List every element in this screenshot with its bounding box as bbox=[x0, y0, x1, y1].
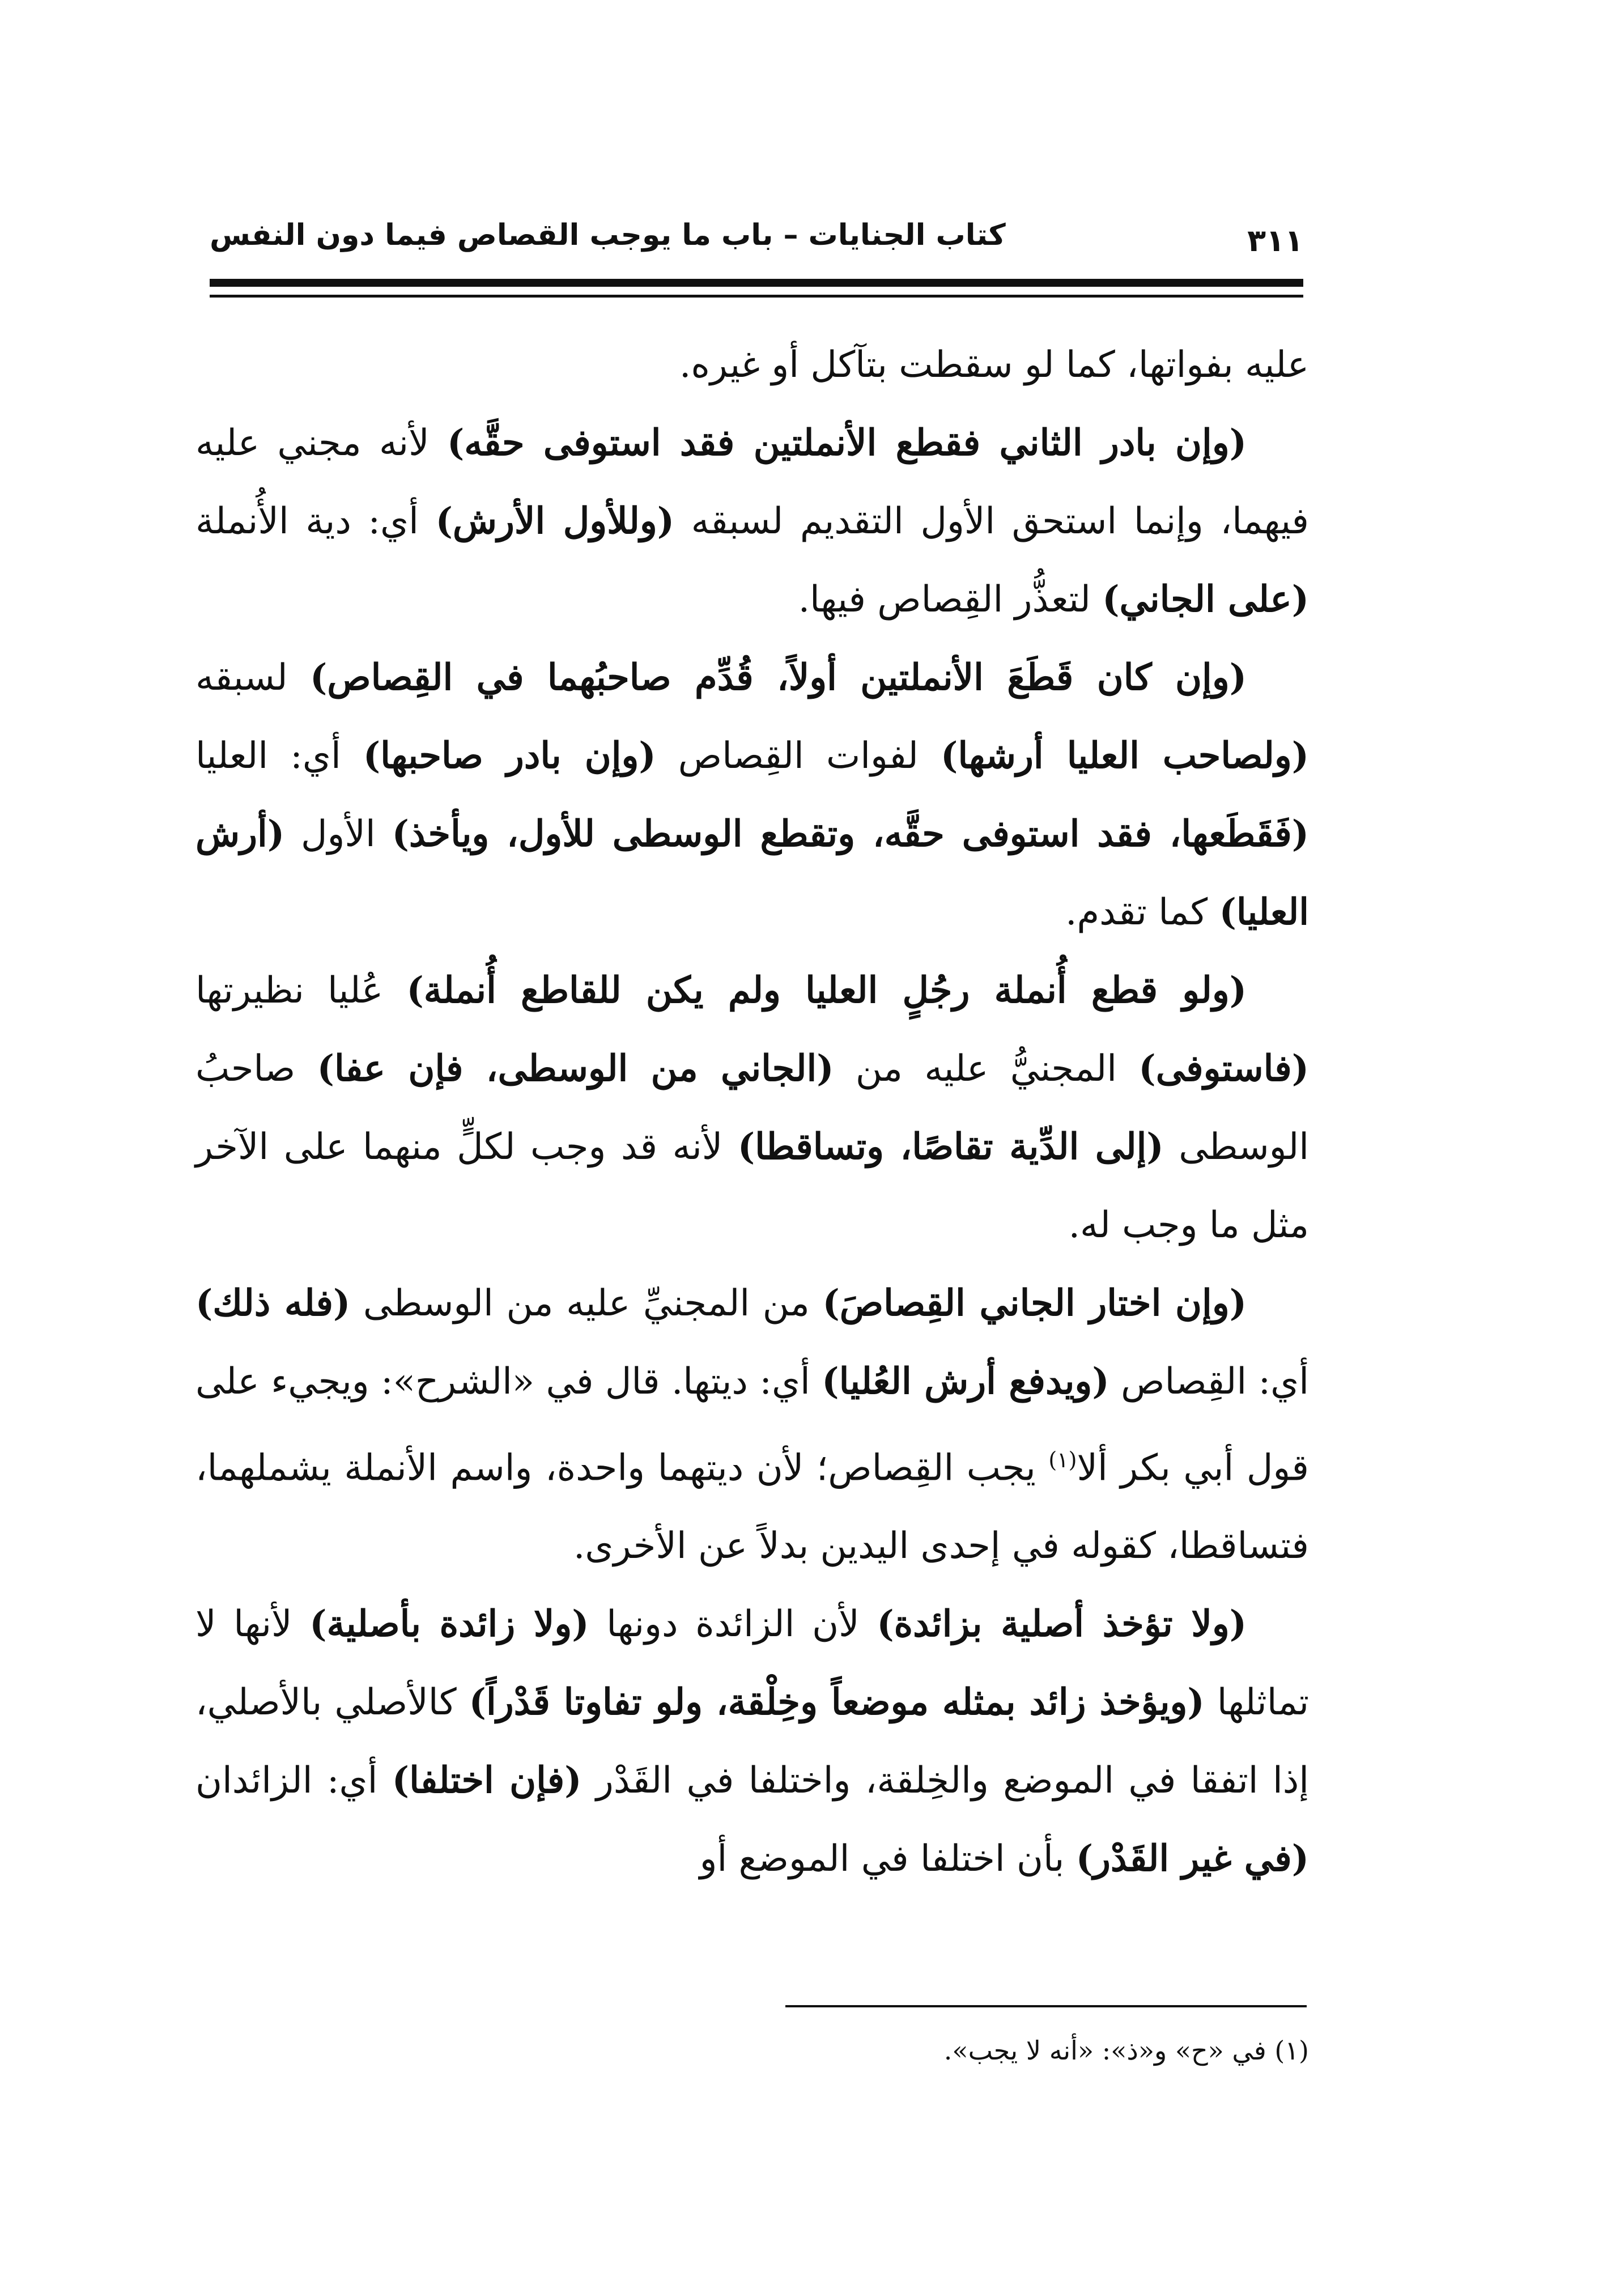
matn-text: (وإن بادر صاحبها) bbox=[363, 734, 656, 777]
header-rule-thick bbox=[210, 279, 1303, 287]
matn-text: (إلى الدِّية تقاصًا، وتساقطا) bbox=[737, 1126, 1164, 1168]
footnote: (١) في «ح» و«ذ»: «أنه لا يجب». bbox=[943, 2035, 1309, 2066]
sharh-text: أي: العليا bbox=[195, 735, 363, 777]
matn-text: (فاستوفى) bbox=[1138, 1047, 1310, 1090]
paragraph bbox=[195, 639, 1309, 952]
matn-text: (فَقَطَعها، فقد استوفى حقَّه، وتقطع الوسطى للأول، ويأخذ) bbox=[392, 813, 1310, 855]
sharh-text: يجب القِصاص؛ لأن ديتهما واحدة، واسم الأنملة يشملهما، فتساقطا، كقوله في إحدى اليدين بدلاً عن الأخرى. bbox=[195, 1447, 1309, 1568]
sharh-text: لأن الزائدة دونها bbox=[589, 1603, 877, 1646]
sharh-text: كما تقدم. bbox=[1065, 891, 1219, 933]
matn-text: (فإن اختلفا) bbox=[392, 1759, 582, 1802]
sharh-text: أي: الزائدان bbox=[195, 1760, 392, 1802]
matn-text: (ويدفع أرش العُليا) bbox=[822, 1360, 1109, 1403]
sharh-text: الأول bbox=[284, 813, 392, 855]
sharh-text: أي: دية الأُنملة bbox=[195, 500, 436, 542]
running-title: كتاب الجنايات – باب ما يوجب القصاص فيما دون النفس bbox=[210, 218, 1006, 252]
sharh-text: أي: القِصاص bbox=[1109, 1361, 1309, 1403]
matn-text: (على الجاني) bbox=[1102, 578, 1309, 621]
paragraph bbox=[195, 952, 1309, 1264]
matn-text: (الجاني من الوسطى، فإن عفا) bbox=[317, 1047, 834, 1090]
page-header bbox=[210, 210, 1303, 261]
matn-text: (ويؤخذ زائد بمثله موضعاً وخِلْقة، ولو تفاوتا قَدْراً) bbox=[469, 1681, 1205, 1724]
sharh-text: عُليا نظيرتها bbox=[195, 970, 407, 1012]
matn-text: (في غير القَدْر) bbox=[1075, 1837, 1309, 1880]
sharh-text: لفوات القِصاص bbox=[656, 735, 941, 777]
matn-text: (ولصاحب العليا أرشها) bbox=[941, 734, 1309, 777]
matn-text: (أرش العليا) bbox=[195, 813, 1309, 933]
sharh-text: لتعذُّر القِصاص فيها. bbox=[798, 579, 1103, 621]
sharh-text: لأنه مجني عليه فيهما، وإنما استحق الأول التقديم لسبقه bbox=[195, 422, 1310, 542]
matn-text: (وإن بادر الثاني فقطع الأنملتين فقد استوفى حقَّه) bbox=[447, 422, 1247, 464]
sharh-text: أي: ديتها. قال في «الشرح»: ويجيء على قول أبي بكر ألا bbox=[195, 1361, 1310, 1489]
matn-text: (ولو قطع أُنملة رجُلٍ العليا ولم يكن للقاطع أُنملة) bbox=[406, 969, 1247, 1012]
header-rule-thin bbox=[210, 295, 1303, 298]
main-text bbox=[195, 326, 1309, 1898]
footnote-marker: (١) bbox=[1048, 1447, 1077, 1472]
matn-text: (ولا زائدة بأصلية) bbox=[309, 1603, 589, 1646]
sharh-text: كالأصلي بالأصلي، إذا اتفقا في الموضع والخِلقة، واختلفا في القَدْر bbox=[195, 1681, 1310, 1802]
sharh-text: المجنيُّ عليه من bbox=[834, 1048, 1139, 1090]
sharh-text: لسبقه bbox=[195, 657, 310, 699]
sharh-text: بأن اختلفا في الموضع أو bbox=[699, 1838, 1076, 1880]
sharh-text: لأنها لا تماثلها bbox=[195, 1603, 1310, 1724]
matn-text: (فله ذلك) bbox=[195, 1282, 351, 1324]
matn-text: (وإن اختار الجاني القِصاصَ) bbox=[822, 1282, 1247, 1324]
sharh-text: عليه بفواتها، كما لو سقطت بتآكل أو غيره. bbox=[679, 344, 1309, 386]
footnote-separator bbox=[785, 2005, 1307, 2007]
paragraph bbox=[195, 326, 1309, 404]
sharh-text: صاحبُ الوسطى bbox=[195, 1048, 1309, 1168]
matn-text: (ولا تؤخذ أصلية بزائدة) bbox=[877, 1603, 1247, 1646]
matn-text: (وللأول الأرش) bbox=[435, 500, 675, 542]
sharh-text: من المجنيِّ عليه من الوسطى bbox=[350, 1283, 823, 1324]
page-number: ٣١١ bbox=[1247, 223, 1303, 258]
paragraph bbox=[195, 404, 1309, 639]
matn-text: (وإن كان قَطَعَ الأنملتين أولاً، قُدِّم صاحبُهما في القِصاص) bbox=[310, 656, 1247, 699]
sharh-text: لأنه قد وجب لكلٍّ منهما على الآخر مثل ما وجب له. bbox=[195, 1126, 1309, 1246]
paragraph bbox=[195, 1585, 1309, 1898]
paragraph bbox=[195, 1264, 1309, 1585]
